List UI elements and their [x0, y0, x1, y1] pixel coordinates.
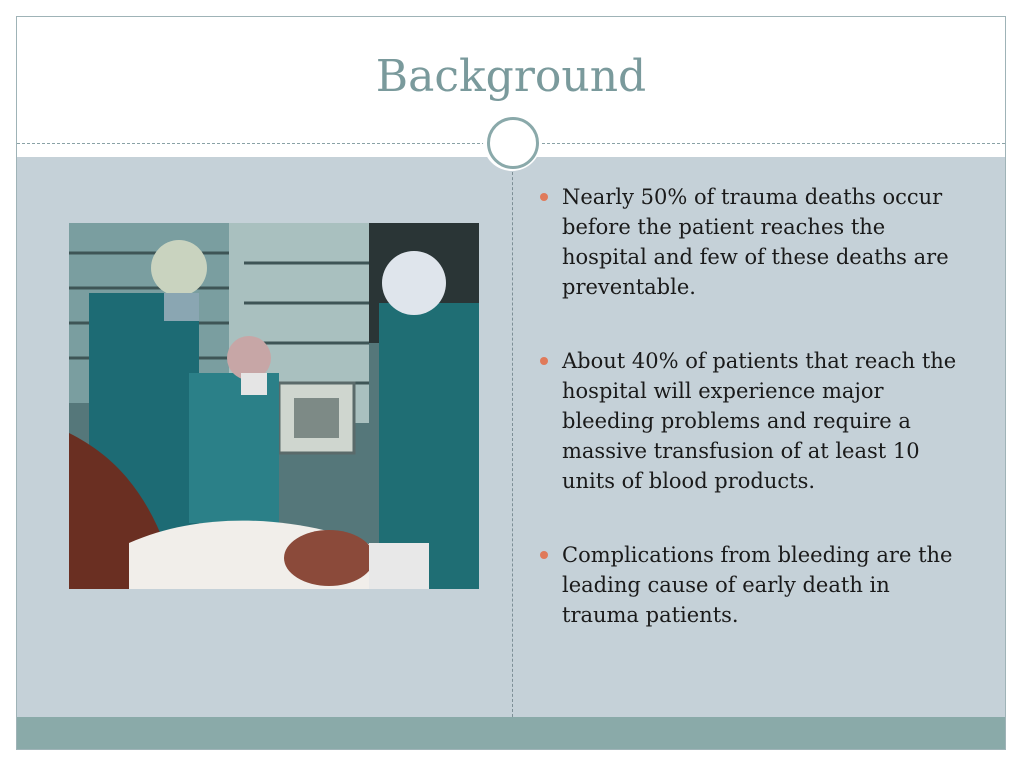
bullet-dot-icon [540, 357, 548, 365]
bullet-item [536, 346, 966, 496]
surgery-photo [69, 223, 479, 589]
surgery-photo-illustration [69, 223, 479, 589]
bullet-text: About 40% of patients that reach the hospital will experience major bleeding problems and require a massive transfusion of at least 10 units of blood products. [562, 349, 957, 493]
bullet-item [536, 540, 966, 630]
footer-bar [17, 717, 1005, 750]
slide-title: Background [375, 51, 647, 102]
bullet-text: Nearly 50% of trauma deaths occur before the patient reaches the hospital and few of these deaths are preventable. [562, 185, 949, 299]
bullet-list [536, 182, 966, 674]
bullet-dot-icon [540, 551, 548, 559]
column-divider [512, 157, 513, 717]
bullet-item [536, 182, 966, 302]
bullet-dot-icon [540, 193, 548, 201]
bullet-text: Complications from bleeding are the leading cause of early death in trauma patients. [562, 543, 953, 627]
divider-circle-icon [487, 117, 539, 169]
